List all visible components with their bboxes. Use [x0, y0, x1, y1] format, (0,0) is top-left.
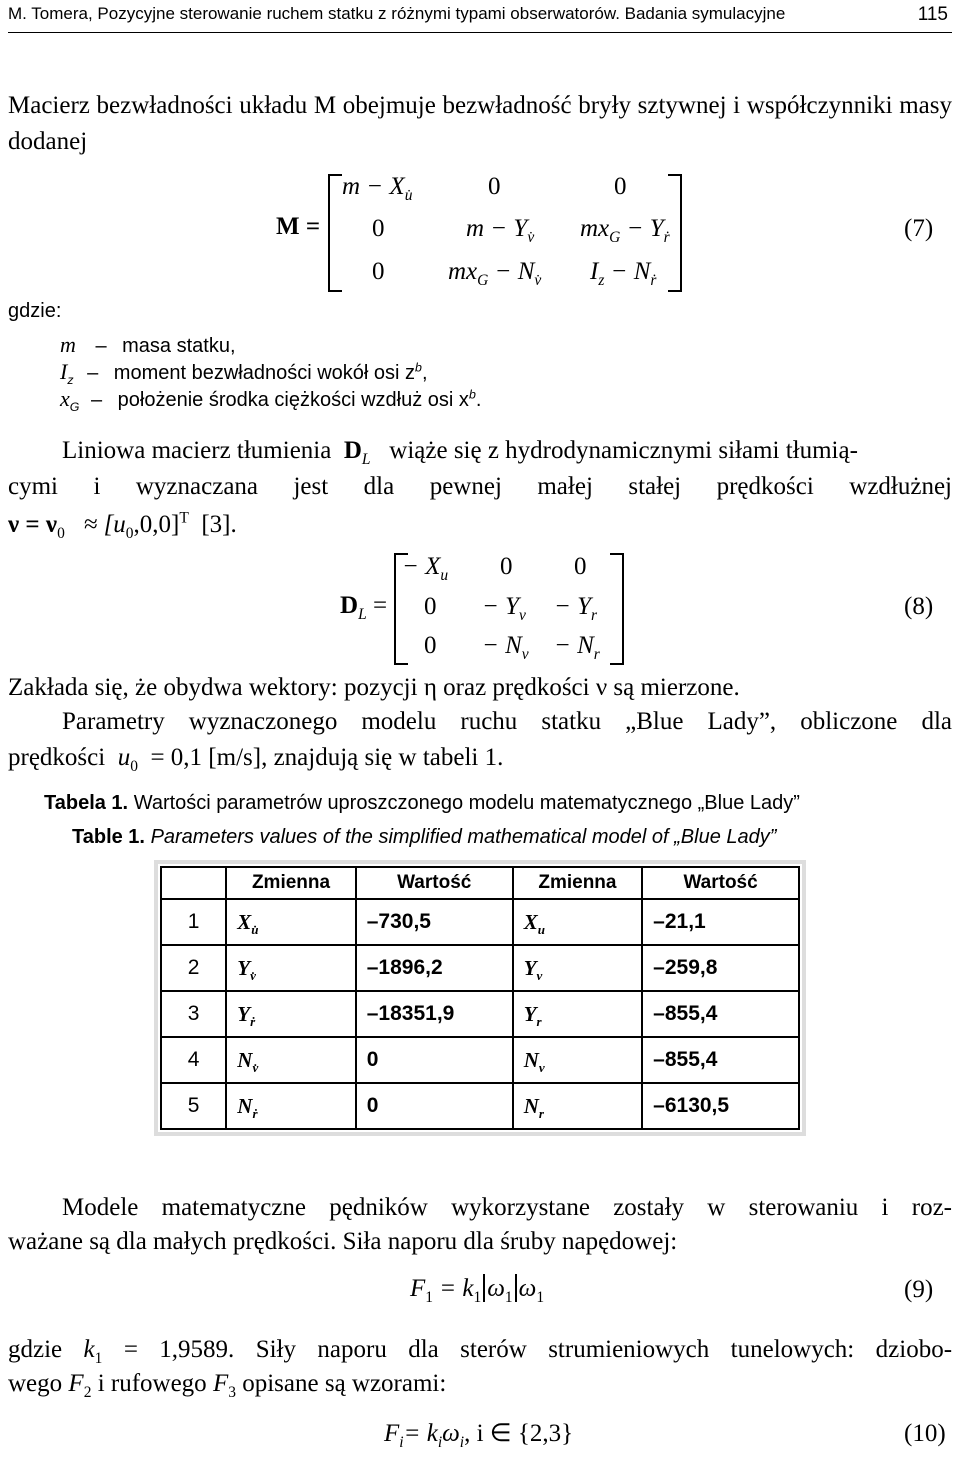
row-number: 2	[161, 945, 226, 991]
eq7-r2c2: $m - Y_{v̇}$	[466, 215, 535, 246]
gdzie-label: gdzie:	[8, 300, 62, 322]
header-value-2: Wartość	[642, 867, 799, 899]
row-number: 5	[161, 1083, 226, 1129]
eq8-r1c3: 0	[574, 553, 587, 580]
paragraph-thrusters-line2: ważane są dla małych prędkości. Siła naporu dla śruby napędowej:	[8, 1228, 678, 1255]
eq8-r1c2: 0	[500, 553, 513, 580]
table-row	[161, 1083, 799, 1129]
paragraph-text: Macierz bezwładności układu M obejmuje bezwładność bryły sztywnej i współczynniki masy dodanej	[8, 92, 952, 155]
value-cell: –855,4	[642, 991, 799, 1037]
table-row	[161, 899, 799, 945]
value-cell: –1896,2	[356, 945, 513, 991]
header-rule	[8, 32, 952, 33]
variable-cell: $N_v$	[513, 1037, 642, 1083]
running-header	[8, 4, 952, 30]
value-cell: 0	[356, 1037, 513, 1083]
row-number: 4	[161, 1037, 226, 1083]
row-number: 3	[161, 991, 226, 1037]
eq8-r3c1: 0	[424, 632, 437, 659]
eq7-r3c3: $I_z - N_ṙ$	[590, 258, 657, 289]
eq10-body: $F_i= k_i\omega_i$, i ∈ {2,3}	[384, 1420, 574, 1451]
paragraph-measured-vectors: Zakłada się, że obydwa wektory: pozycji η oraz prędkości ν są mierzone.	[8, 674, 740, 701]
definition-m: m – masa statku,	[60, 332, 236, 357]
eq7-r1c2: 0	[488, 173, 501, 200]
eq7-bracket-left	[328, 174, 342, 292]
eq8-r2c3: − $Y_r$	[554, 593, 598, 624]
eq7-r2c3: $mx_G - Y_ṙ$	[580, 215, 670, 246]
running-title: M. Tomera, Pozycyjne sterowanie ruchem statku z różnymi typami obserwatorów. Badania symulacyjne	[8, 4, 786, 23]
eq9-body: $F_1 = k_1$ $\omega_1$ $\omega_1$	[410, 1275, 545, 1306]
eq7-bracket-right	[668, 174, 682, 292]
variable-cell: $Y_v$	[513, 945, 642, 991]
value-cell: –730,5	[356, 899, 513, 945]
eq8-r2c1: 0	[424, 593, 437, 620]
paragraph-damping-line3: $\nu = \nu_0$ ≈ $[u_0,0,0]^T$ [3].	[8, 509, 237, 542]
header-blank	[161, 867, 226, 899]
eq7-r1c3: 0	[614, 173, 627, 200]
caption-en: Table 1. Parameters values of the simplified mathematical model of „Blue Lady”	[72, 826, 777, 848]
eq8-r1c1: − $X_u$	[402, 553, 449, 584]
variable-cell: $N_{v̇}$	[226, 1037, 355, 1083]
value-cell: –21,1	[642, 899, 799, 945]
value-cell: 0	[356, 1083, 513, 1129]
variable-cell: $N_r$	[513, 1083, 642, 1129]
variable-cell: $Y_r$	[513, 991, 642, 1037]
table-header-row	[161, 867, 799, 899]
eq7-r2c1: 0	[372, 215, 385, 242]
paragraph-damping-line2: cymi i wyznaczana jest dla pewnej małej stałej prędkości wzdłużnej	[8, 473, 952, 500]
paragraph-tunnel-line2: wego $F_2$ i rufowego $F_3$ opisane są wzorami:	[8, 1370, 447, 1401]
table-row	[161, 991, 799, 1037]
variable-cell: $X_{u̇}$	[226, 899, 355, 945]
value-cell: –259,8	[642, 945, 799, 991]
eq7-lhs: M =	[276, 213, 321, 240]
eq7-r3c2: $mx_G - N_{v̇}$	[448, 258, 542, 289]
value-cell: –855,4	[642, 1037, 799, 1083]
paragraph-tunnel-line1: gdzie $k_1 = 1,9589$. Siły naporu dla sterów strumieniowych tunelowych: dziobo-	[8, 1336, 953, 1367]
variable-cell: $X_u$	[513, 899, 642, 945]
paragraph-inertia-matrix	[8, 88, 952, 160]
eq8-bracket-right	[610, 553, 624, 665]
eq8-number: (8)	[904, 593, 934, 620]
variable-cell: $Y_ṙ$	[226, 991, 355, 1037]
eq8-r3c3: − $N_r$	[554, 632, 600, 663]
paragraph-params-line1: Parametry wyznaczonego modelu ruchu statku „Blue Lady”, obliczone dla	[62, 708, 952, 735]
eq8-lhs: $D_L$ =	[340, 592, 388, 623]
eq7-r1c1: $m - X_{u̇}$	[342, 173, 413, 204]
eq8-r2c2: − $Y_v$	[482, 593, 526, 624]
row-number: 1	[161, 899, 226, 945]
header-variable-2: Zmienna	[513, 867, 642, 899]
paragraph-params-line2: prędkości $u_0 = 0,1$ [m/s], znajdują się w tabeli 1.	[8, 744, 504, 775]
definition-xg: $x_G$ – położenie środka ciężkości wzdłuż osi $x^b$.	[60, 386, 482, 414]
table-row	[161, 945, 799, 991]
definition-iz: $I_z$ – moment bezwładności wokół osi $z^b$,	[60, 359, 428, 387]
header-variable-1: Zmienna	[226, 867, 355, 899]
variable-cell: $Y_{v̇}$	[226, 945, 355, 991]
paragraph-damping-line1: Liniowa macierz tłumienia $D_L$ wiąże się z hydrodynamicznymi siłami tłumią-	[62, 437, 858, 468]
eq10-number: (10)	[904, 1420, 946, 1447]
paragraph-thrusters-line1: Modele matematyczne pędników wykorzystane zostały w sterowaniu i roz-	[62, 1194, 952, 1221]
caption-pl: Tabela 1. Wartości parametrów uproszczonego modelu matematycznego „Blue Lady”	[44, 792, 800, 814]
value-cell: –6130,5	[642, 1083, 799, 1129]
variable-cell: $N_ṙ$	[226, 1083, 355, 1129]
value-cell: –18351,9	[356, 991, 513, 1037]
eq8-r3c2: − $N_v$	[482, 632, 529, 663]
eq9-number: (9)	[904, 1276, 934, 1303]
table-row	[161, 1037, 799, 1083]
eq7-r3c1: 0	[372, 258, 385, 285]
page-number: 115	[917, 4, 948, 25]
header-value-1: Wartość	[356, 867, 513, 899]
eq7-number: (7)	[904, 215, 934, 242]
parameters-table	[160, 866, 800, 1130]
